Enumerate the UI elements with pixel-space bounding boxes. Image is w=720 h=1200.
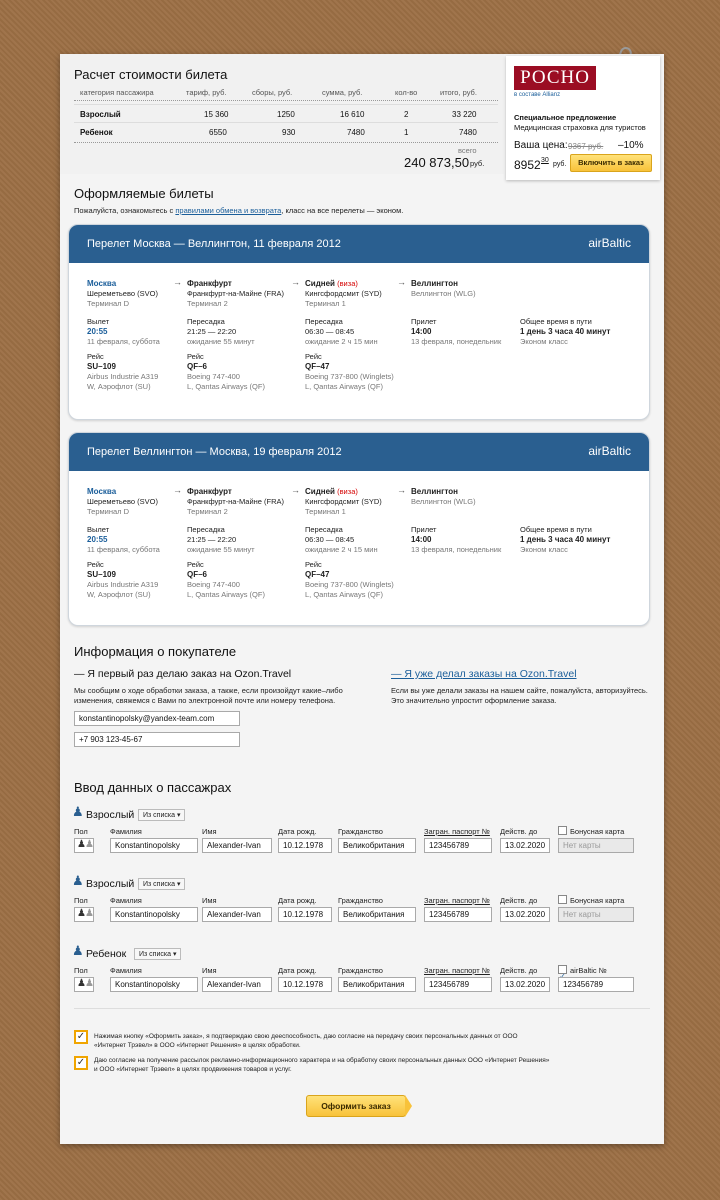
label-cit: Гражданство (338, 966, 383, 975)
arrow-right-icon: → (397, 277, 406, 287)
arrow-right-icon: → (173, 485, 182, 495)
buyer-title: Информация о покупателе (74, 644, 237, 659)
consent-text-2: Даю согласие на получение рассылок рекламно-информационного характера и на обработку своих персональных данных ООО «Интернет Решения» и ООО «Интернет Трэвел» в целях продвижения товаров и услуг. (94, 1057, 550, 1073)
total-label: всего (458, 146, 477, 155)
person-icon: ♟ (72, 943, 84, 958)
stop-1: Франкфурт Франкфурт-на-Майне (FRA) Терминал 2 (187, 487, 285, 516)
calc-title: Расчет стоимости билета (74, 67, 228, 82)
label-birth: Дата рожд. (278, 966, 317, 975)
valid-field[interactable]: 13.02.2020 (500, 907, 550, 922)
label-cit: Гражданство (338, 827, 383, 836)
label-valid: Действ. до (500, 896, 538, 905)
passenger-select[interactable]: Из списка ▾ (138, 878, 185, 890)
stop-3: Веллингтон Веллингтон (WLG) (411, 279, 476, 298)
first-field[interactable]: Alexander-Ivan (202, 838, 272, 853)
stop-1: Франкфурт Франкфурт-на-Майне (FRA) Терминал 2 (187, 279, 285, 308)
passenger-type: Взрослый (86, 878, 135, 890)
bonus-checkbox[interactable] (558, 826, 567, 835)
promo-price: 8952 (514, 158, 541, 172)
allianz-label: в составе Allianz (514, 92, 561, 98)
cit-field[interactable]: Великобритания (338, 977, 416, 992)
header-qty: кол-во (395, 88, 418, 97)
first-order-note: Мы сообщим о ходе обработки заказа, а также, если произойдут какие–либо изменения, свяжемся с Вами по электронной почте или номеру телефона. (74, 686, 343, 705)
promo-subtitle: Медицинская страховка для туристов (514, 123, 646, 132)
price-calculation (60, 54, 504, 174)
arrow-right-icon: → (173, 277, 182, 287)
arrival-info: Прилет 14:00 13 февраля, понедельник (411, 317, 502, 346)
person-icon: ♟ (72, 873, 84, 888)
flight-header (69, 225, 649, 263)
stop-3: Веллингтон Веллингтон (WLG) (411, 487, 476, 506)
valid-field[interactable]: 13.02.2020 (500, 977, 550, 992)
header-sum: сумма, руб. (322, 88, 363, 97)
flight-header (69, 433, 649, 471)
female-icon: ♟ (85, 908, 94, 919)
label-bonus: airBaltic № (570, 966, 607, 975)
passenger-type: Ребенок (86, 948, 127, 960)
bonus-checkbox[interactable] (558, 965, 567, 974)
label-bonus: Бонусная карта (570, 827, 625, 836)
segment-1: Рейс QF–6 Boeing 747-400 L, Qantas Airways (QF) (187, 352, 265, 391)
returning-customer-link[interactable]: — Я уже делал заказы на Ozon.Travel (391, 668, 577, 680)
flight-card-return (68, 432, 650, 626)
promo-title: Специальное предложение (514, 113, 617, 122)
tickets-note: Пожалуйста, ознакомьтесь с правилами обмена и возврата, класс на все перелеты — эконом. (74, 206, 404, 215)
old-price: 9367 руб. (568, 142, 604, 151)
total-currency: руб. (470, 159, 485, 168)
first-order-option[interactable]: — Я первый раз делаю заказ на Ozon.Travel (74, 668, 292, 680)
female-icon: ♟ (85, 839, 94, 850)
phone-field[interactable]: +7 903 123-45-67 (74, 732, 240, 747)
label-first: Имя (202, 827, 217, 836)
label-first: Имя (202, 966, 217, 975)
stop-2: Сидней (виза) Кингсфордсмит (SYD) Терминал 1 (305, 487, 382, 516)
discount: –10% (618, 140, 644, 151)
birth-field[interactable]: 10.12.1978 (278, 838, 332, 853)
airline-name: airBaltic (588, 236, 631, 250)
bonus-card-field[interactable]: 123456789 (558, 977, 634, 992)
cit-field[interactable]: Великобритания (338, 838, 416, 853)
stop-2: Сидней (виза) Кингсфордсмит (SYD) Терминал 1 (305, 279, 382, 308)
transfer-1: Пересадка 21:25 — 22:20 ожидание 55 минут (187, 317, 255, 346)
passenger-select[interactable]: Из списка ▾ (138, 809, 185, 821)
header-tariff: тариф, руб. (186, 88, 227, 97)
male-icon: ♟ (77, 908, 86, 919)
table-row: Ребенок 6550 930 7480 1 7480 (74, 122, 498, 140)
segment-2: Рейс QF–47 Boeing 737-800 (Winglets) L, Qantas Airways (QF) (305, 352, 394, 391)
arrow-right-icon: → (397, 485, 406, 495)
label-pass[interactable]: Загран. паспорт № (424, 896, 490, 905)
last-field[interactable]: Konstantinopolsky (110, 907, 198, 922)
bonus-card-field[interactable]: Нет карты (558, 907, 634, 922)
label-cit: Гражданство (338, 896, 383, 905)
price-label: Ваша цена: (514, 140, 568, 151)
cit-field[interactable]: Великобритания (338, 907, 416, 922)
birth-field[interactable]: 10.12.1978 (278, 977, 332, 992)
label-pass[interactable]: Загран. паспорт № (424, 966, 490, 975)
table-row: Взрослый 15 360 1250 16 610 2 33 220 (74, 104, 498, 122)
gender-toggle[interactable] (74, 838, 94, 853)
label-pass[interactable]: Загран. паспорт № (424, 827, 490, 836)
pass-field[interactable]: 123456789 (424, 907, 492, 922)
label-valid: Действ. до (500, 827, 538, 836)
rules-link[interactable]: правилами обмена и возврата (175, 206, 282, 215)
label-valid: Действ. до (500, 966, 538, 975)
arrow-right-icon: → (291, 485, 300, 495)
email-field[interactable]: konstantinopolsky@yandex-team.com (74, 711, 240, 726)
passengers-title: Ввод данных о пассажрах (74, 780, 232, 795)
person-icon: ♟ (72, 804, 84, 819)
segment-1: Рейс QF–6 Boeing 747-400 L, Qantas Airways (QF) (187, 560, 265, 599)
order-page (60, 54, 664, 1144)
label-birth: Дата рожд. (278, 827, 317, 836)
arrival-info: Прилет 14:00 13 февраля, понедельник (411, 525, 502, 554)
pass-field[interactable]: 123456789 (424, 838, 492, 853)
last-field[interactable]: Konstantinopolsky (110, 977, 198, 992)
duration-info: Общее время в пути 1 день 3 часа 40 минут Эконом класс (520, 317, 611, 346)
label-last: Фамилия (110, 966, 142, 975)
label-gender: Пол (74, 827, 88, 836)
header-fees: сборы, руб. (252, 88, 293, 97)
arrow-right-icon: → (291, 277, 300, 287)
first-field[interactable]: Alexander-Ivan (202, 907, 272, 922)
departure-info: Вылет 20:55 11 февраля, суббота (87, 317, 160, 346)
segment-2: Рейс QF–47 Boeing 737-800 (Winglets) L, Qantas Airways (QF) (305, 560, 394, 599)
transfer-2: Пересадка 06:30 — 08:45 ожидание 2 ч 15 мин (305, 525, 378, 554)
gender-toggle[interactable] (74, 977, 94, 992)
tickets-title: Оформляемые билеты (74, 186, 214, 201)
consent-text-1: Нажимая кнопку «Оформить заказ», я подтверждаю свою дееспособность, даю согласие на передачу своих персональных данных от ООО «Интернет Трэвел» в ООО «Интернет Решения» в целях обработки. (94, 1033, 518, 1049)
airline-name: airBaltic (588, 444, 631, 458)
promo-price-cents: 30 (541, 157, 549, 164)
segment-0: Рейс SU–109 Airbus Industrie A319 W, Аэрофлот (SU) (87, 352, 159, 391)
insurance-promo (506, 56, 660, 180)
flight-title: Перелет Москва — Веллингтон, 11 февраля 2012 (87, 238, 341, 250)
label-bonus: Бонусная карта (570, 896, 625, 905)
bonus-checkbox[interactable] (558, 895, 567, 904)
segment-0: Рейс SU–109 Airbus Industrie A319 W, Аэрофлот (SU) (87, 560, 159, 599)
returning-note: Если вы уже делали заказы на нашем сайте, пожалуйста, авторизуйтесь. Это значительно упростит оформление заказа. (391, 686, 648, 705)
transfer-2: Пересадка 06:30 — 08:45 ожидание 2 ч 15 мин (305, 317, 378, 346)
label-last: Фамилия (110, 827, 142, 836)
promo-currency: руб. (553, 161, 567, 168)
departure-info: Вылет 20:55 11 февраля, суббота (87, 525, 160, 554)
stop-0: Москва Шереметьево (SVO) Терминал D (87, 487, 158, 516)
male-icon: ♟ (77, 978, 86, 989)
male-icon: ♟ (77, 839, 86, 850)
birth-field[interactable]: 10.12.1978 (278, 907, 332, 922)
flight-card-outbound (68, 224, 650, 420)
label-gender: Пол (74, 966, 88, 975)
label-last: Фамилия (110, 896, 142, 905)
header-category: категория пассажира (80, 88, 154, 97)
female-icon: ♟ (85, 978, 94, 989)
submit-order-button[interactable]: Оформить заказ (306, 1095, 406, 1117)
valid-field[interactable]: 13.02.2020 (500, 838, 550, 853)
label-gender: Пол (74, 896, 88, 905)
pass-field[interactable]: 123456789 (424, 977, 492, 992)
rosno-logo: РОСНО (514, 66, 596, 90)
header-total: итого, руб. (440, 88, 477, 97)
stop-0: Москва Шереметьево (SVO) Терминал D (87, 279, 158, 308)
consent-checkbox-2[interactable]: ✓ (74, 1056, 88, 1070)
include-insurance-button[interactable]: Включить в заказ (570, 154, 652, 172)
label-birth: Дата рожд. (278, 896, 317, 905)
bonus-card-field[interactable]: Нет карты (558, 838, 634, 853)
passenger-type: Взрослый (86, 809, 135, 821)
consent-checkbox-1[interactable]: ✓ (74, 1030, 88, 1044)
total-value: 240 873,50 (404, 155, 470, 170)
first-field[interactable]: Alexander-Ivan (202, 977, 272, 992)
flight-title: Перелет Веллингтон — Москва, 19 февраля 2012 (87, 446, 342, 458)
submit-arrow-icon (405, 1095, 412, 1117)
gender-toggle[interactable] (74, 907, 94, 922)
last-field[interactable]: Konstantinopolsky (110, 838, 198, 853)
duration-info: Общее время в пути 1 день 3 часа 40 минут Эконом класс (520, 525, 611, 554)
transfer-1: Пересадка 21:25 — 22:20 ожидание 55 минут (187, 525, 255, 554)
label-first: Имя (202, 896, 217, 905)
passenger-select[interactable]: Из списка ▾ (134, 948, 181, 960)
